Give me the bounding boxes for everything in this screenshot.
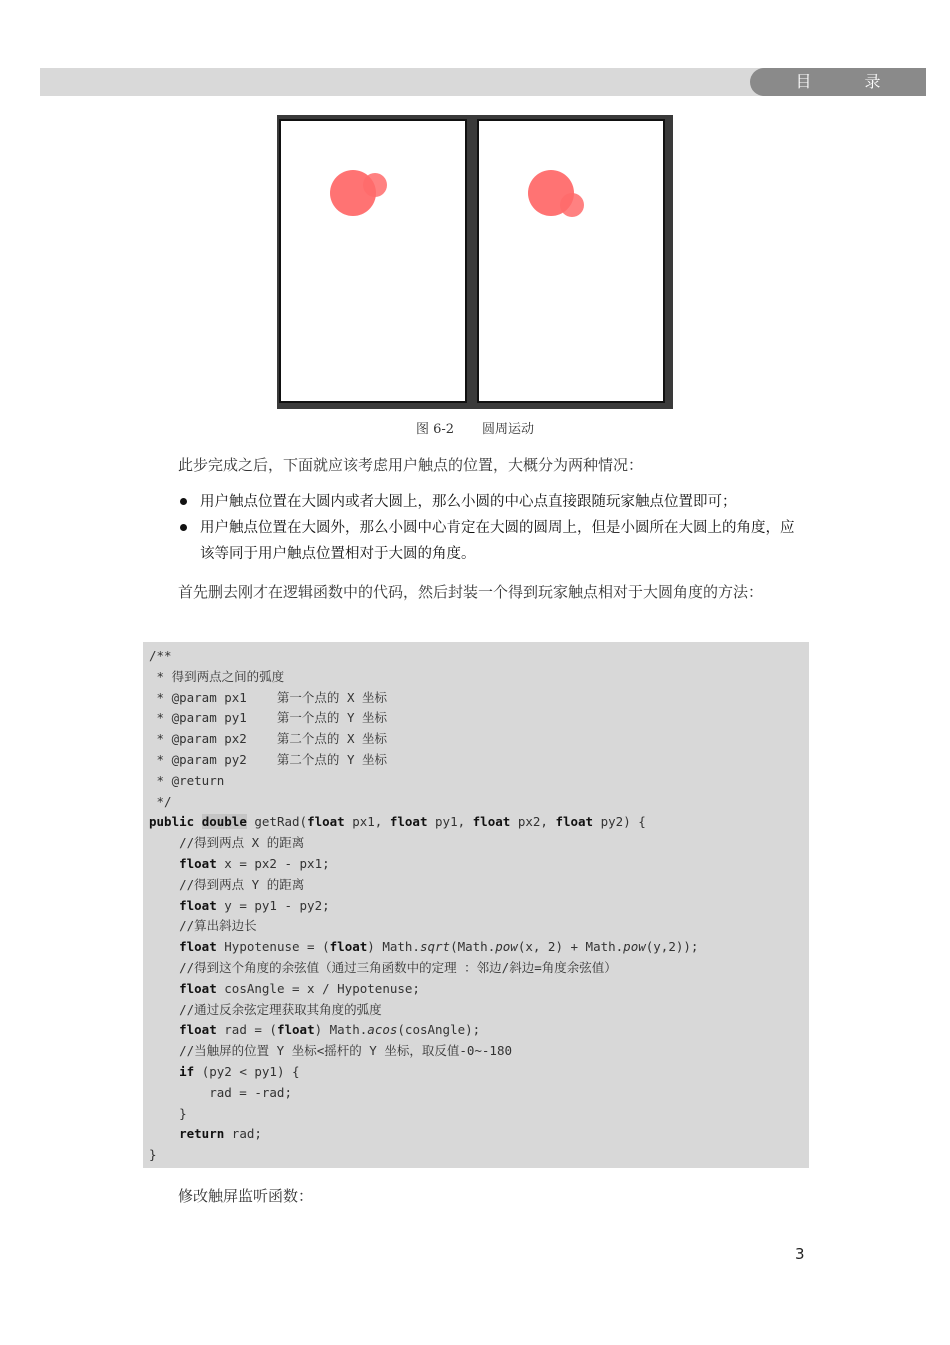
code-comment: //算出斜边长	[149, 918, 257, 934]
page-number: 3	[795, 1245, 805, 1263]
code-line: * 得到两点之间的弧度	[149, 668, 285, 684]
code-line: * @param px1 第一个点的 X 坐标	[149, 689, 388, 705]
code-line: * @return	[149, 772, 225, 788]
screen-right	[477, 119, 665, 403]
small-circle	[363, 173, 387, 197]
code-line: if (py2 < py1) {	[179, 1063, 300, 1079]
code-comment: //当触屏的位置 Y 坐标<摇杆的 Y 坐标，取反值-0~-180	[149, 1043, 513, 1059]
paragraph-2: 首先删去刚才在逻辑函数中的代码，然后封装一个得到玩家触点相对于大圆角度的方法：	[178, 583, 764, 601]
code-line: float y = py1 - py2;	[179, 897, 330, 913]
code-line: return rad;	[179, 1126, 262, 1142]
code-line: }	[149, 1105, 187, 1121]
code-comment: //得到这个角度的余弦值（通过三角函数中的定理 ：邻边/斜边=角度余弦值）	[149, 959, 617, 975]
caption-text: 圆周运动	[482, 422, 535, 437]
code-line: float x = px2 - px1;	[179, 855, 330, 871]
bullet-list	[178, 489, 808, 567]
code-comment: //得到两点 Y 的距离	[149, 876, 305, 892]
code-line: * @param py1 第一个点的 Y 坐标	[149, 710, 388, 726]
code-line: * @param px2 第二个点的 X 坐标	[149, 731, 388, 747]
paragraph-3: 修改触屏监听函数：	[178, 1187, 314, 1205]
code-line: float rad = (float) Math.acos(cosAngle);	[179, 1022, 481, 1038]
paragraph-1: 此步完成之后，下面就应该考虑用户触点的位置，大概分为两种情况：	[178, 456, 644, 474]
code-line: /**	[149, 648, 172, 663]
code-line: float cosAngle = x / Hypotenuse;	[179, 980, 420, 996]
caption-number: 图 6-2	[415, 422, 455, 437]
code-comment: //得到两点 X 的距离	[149, 835, 305, 851]
circle-scene-left	[281, 121, 465, 401]
small-circle	[560, 193, 584, 217]
figure-6-2	[277, 115, 673, 409]
list-item: 用户触点位置在大圆外，那么小圆中心肯定在大圆的圆周上，但是小圆所在大圆上的角度，应该等同于用户触点位置相对于大圆的角度。	[178, 515, 808, 567]
screen-left	[279, 119, 467, 403]
circle-scene-right	[479, 121, 663, 401]
code-block	[143, 642, 809, 1168]
list-item: 用户触点位置在大圆内或者大圆上，那么小圆的中心点直接跟随玩家触点位置即可；	[178, 489, 808, 515]
header-bar	[40, 68, 926, 96]
code-line: }	[149, 1147, 157, 1163]
code-line: */	[149, 793, 172, 809]
code-line: float Hypotenuse = (float) Math.sqrt(Math.pow(x, 2) + Math.pow(y,2));	[179, 939, 699, 955]
code-comment: //通过反余弦定理获取其角度的弧度	[149, 1001, 382, 1017]
code-line-signature: public double getRad(float px1, float py1, float px2, float py2) {	[149, 814, 646, 830]
figure-caption	[0, 418, 950, 437]
toc-tab[interactable]: 目 录	[750, 68, 926, 96]
code-line: * @param py2 第二个点的 Y 坐标	[149, 751, 388, 767]
code-line: rad = -rad;	[149, 1084, 292, 1100]
